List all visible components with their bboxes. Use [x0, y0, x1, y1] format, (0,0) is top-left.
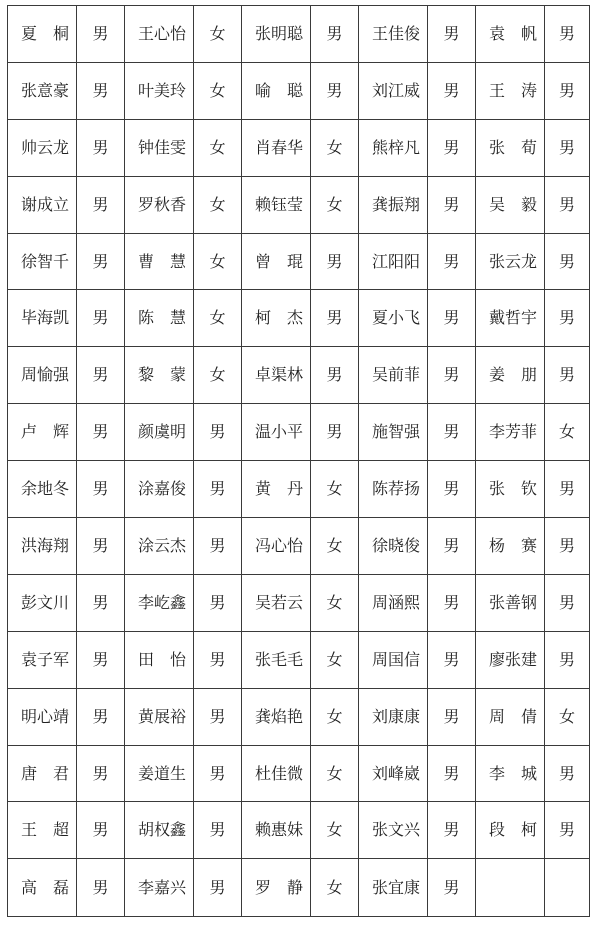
table-row — [8, 745, 590, 802]
student-gender-cell: 男 — [311, 6, 359, 63]
student-name-cell: 刘康康 — [359, 688, 428, 745]
student-name-cell: 徐智千 — [8, 233, 77, 290]
student-gender-cell: 男 — [194, 745, 242, 802]
student-name-cell: 罗秋香 — [125, 176, 194, 233]
student-name-cell: 张明聪 — [242, 6, 311, 63]
student-name-cell: 徐晓俊 — [359, 518, 428, 575]
student-name-cell: 谢成立 — [8, 176, 77, 233]
table-row — [8, 688, 590, 745]
student-gender-cell: 男 — [194, 404, 242, 461]
student-gender-cell: 男 — [77, 176, 125, 233]
student-name-cell: 姜 朋 — [476, 347, 545, 404]
student-name-cell: 江阳阳 — [359, 233, 428, 290]
student-name-cell: 毕海凯 — [8, 290, 77, 347]
student-gender-cell: 女 — [311, 688, 359, 745]
student-name-cell: 施智强 — [359, 404, 428, 461]
student-gender-cell: 男 — [545, 574, 590, 631]
student-name-cell: 张 钦 — [476, 461, 545, 518]
student-name-cell: 罗 静 — [242, 859, 311, 917]
student-name-cell: 高 磊 — [8, 859, 77, 917]
table-row — [8, 574, 590, 631]
student-name-cell: 涂嘉俊 — [125, 461, 194, 518]
student-name-cell: 王佳俊 — [359, 6, 428, 63]
student-name-cell: 赖钰莹 — [242, 176, 311, 233]
student-gender-cell: 男 — [428, 688, 476, 745]
student-gender-cell: 女 — [311, 518, 359, 575]
student-gender-cell: 男 — [428, 631, 476, 688]
student-gender-cell: 男 — [77, 119, 125, 176]
student-gender-cell: 女 — [194, 347, 242, 404]
student-name-cell: 袁子军 — [8, 631, 77, 688]
student-name-cell: 李芳菲 — [476, 404, 545, 461]
student-gender-cell: 女 — [311, 461, 359, 518]
student-name-cell: 杜佳微 — [242, 745, 311, 802]
student-gender-cell: 女 — [194, 176, 242, 233]
table-row — [8, 631, 590, 688]
student-gender-cell: 男 — [311, 233, 359, 290]
student-gender-cell: 男 — [194, 518, 242, 575]
student-gender-cell: 男 — [545, 62, 590, 119]
student-name-cell: 涂云杰 — [125, 518, 194, 575]
student-name-cell: 唐 君 — [8, 745, 77, 802]
student-gender-cell: 男 — [428, 574, 476, 631]
student-name-cell: 段 柯 — [476, 802, 545, 859]
student-name-cell: 袁 帆 — [476, 6, 545, 63]
student-name-cell: 张宜康 — [359, 859, 428, 917]
student-name-cell: 夏 桐 — [8, 6, 77, 63]
student-gender-cell: 男 — [545, 745, 590, 802]
student-gender-cell: 男 — [428, 233, 476, 290]
student-name-cell: 周涵熙 — [359, 574, 428, 631]
student-gender-cell: 男 — [77, 62, 125, 119]
table-row — [8, 176, 590, 233]
student-gender-cell: 男 — [428, 6, 476, 63]
student-name-cell: 胡权鑫 — [125, 802, 194, 859]
student-name-cell: 周愉强 — [8, 347, 77, 404]
student-name-cell: 颜虞明 — [125, 404, 194, 461]
student-gender-cell: 男 — [311, 347, 359, 404]
student-name-cell: 王心怡 — [125, 6, 194, 63]
student-name-cell: 张云龙 — [476, 233, 545, 290]
student-gender-cell: 女 — [311, 631, 359, 688]
student-gender-cell: 男 — [311, 404, 359, 461]
student-name-cell: 姜道生 — [125, 745, 194, 802]
student-gender-cell: 男 — [428, 119, 476, 176]
student-gender-cell: 男 — [428, 290, 476, 347]
table-row — [8, 347, 590, 404]
student-gender-cell: 男 — [77, 290, 125, 347]
student-gender-cell: 男 — [77, 688, 125, 745]
student-gender-cell: 男 — [428, 62, 476, 119]
student-gender-cell: 女 — [311, 574, 359, 631]
student-gender-cell: 女 — [194, 6, 242, 63]
student-name-cell: 熊梓凡 — [359, 119, 428, 176]
student-gender-cell: 男 — [77, 233, 125, 290]
student-gender-cell: 男 — [311, 62, 359, 119]
student-name-cell: 彭文川 — [8, 574, 77, 631]
student-gender-cell: 男 — [428, 518, 476, 575]
student-gender-cell: 男 — [545, 6, 590, 63]
student-gender-cell: 女 — [311, 802, 359, 859]
student-gender-cell: 女 — [545, 688, 590, 745]
student-gender-cell: 男 — [545, 518, 590, 575]
student-name-cell: 肖春华 — [242, 119, 311, 176]
student-gender-cell: 男 — [77, 6, 125, 63]
student-gender-cell: 男 — [194, 574, 242, 631]
student-name-cell: 张文兴 — [359, 802, 428, 859]
student-gender-cell: 女 — [194, 62, 242, 119]
student-name-cell: 李 城 — [476, 745, 545, 802]
student-gender-cell: 男 — [545, 347, 590, 404]
student-gender-cell: 男 — [545, 631, 590, 688]
student-name-cell: 卓渠林 — [242, 347, 311, 404]
student-name-cell: 吴 毅 — [476, 176, 545, 233]
student-gender-cell: 男 — [428, 404, 476, 461]
student-gender-cell: 男 — [194, 802, 242, 859]
student-gender-cell: 女 — [194, 119, 242, 176]
student-name-cell: 王 涛 — [476, 62, 545, 119]
student-gender-cell: 男 — [545, 290, 590, 347]
student-gender-cell: 男 — [428, 347, 476, 404]
student-name-cell: 曾 琨 — [242, 233, 311, 290]
student-name-cell: 龚振翔 — [359, 176, 428, 233]
student-gender-cell: 男 — [545, 119, 590, 176]
student-name-cell: 龚焰艳 — [242, 688, 311, 745]
student-name-cell: 吴若云 — [242, 574, 311, 631]
student-name-cell: 柯 杰 — [242, 290, 311, 347]
student-name-cell: 张善钢 — [476, 574, 545, 631]
student-gender-cell: 女 — [311, 119, 359, 176]
student-gender-cell: 女 — [194, 290, 242, 347]
student-gender-cell: 女 — [545, 404, 590, 461]
student-gender-cell: 男 — [428, 745, 476, 802]
student-gender-cell: 男 — [428, 176, 476, 233]
student-name-cell: 钟佳雯 — [125, 119, 194, 176]
student-name-cell: 卢 辉 — [8, 404, 77, 461]
student-name-cell: 李嘉兴 — [125, 859, 194, 917]
student-name-cell: 张 荀 — [476, 119, 545, 176]
student-name-cell: 周 倩 — [476, 688, 545, 745]
student-gender-cell: 男 — [77, 631, 125, 688]
table-row — [8, 119, 590, 176]
student-name-cell: 刘峰崴 — [359, 745, 428, 802]
student-name-cell: 夏小飞 — [359, 290, 428, 347]
student-gender-cell: 男 — [428, 859, 476, 917]
table-row — [8, 859, 590, 917]
student-name-cell: 明心靖 — [8, 688, 77, 745]
student-gender-cell: 男 — [77, 859, 125, 917]
student-gender-cell: 男 — [428, 802, 476, 859]
student-gender-cell: 男 — [77, 518, 125, 575]
student-name-cell: 田 怡 — [125, 631, 194, 688]
student-name-cell: 杨 赛 — [476, 518, 545, 575]
student-gender-cell: 男 — [77, 802, 125, 859]
student-name-cell: 洪海翔 — [8, 518, 77, 575]
student-gender-cell: 男 — [77, 574, 125, 631]
empty-cell — [545, 859, 590, 917]
student-gender-cell: 男 — [194, 631, 242, 688]
student-gender-cell: 男 — [545, 802, 590, 859]
student-gender-cell: 男 — [545, 176, 590, 233]
student-name-cell: 黎 蒙 — [125, 347, 194, 404]
student-gender-cell: 男 — [194, 461, 242, 518]
student-gender-cell: 男 — [428, 461, 476, 518]
student-gender-cell: 男 — [77, 745, 125, 802]
student-gender-cell: 男 — [194, 859, 242, 917]
student-name-cell: 吴前菲 — [359, 347, 428, 404]
student-name-cell: 张意豪 — [8, 62, 77, 119]
student-name-cell: 陈 慧 — [125, 290, 194, 347]
table-row — [8, 62, 590, 119]
student-name-cell: 黄 丹 — [242, 461, 311, 518]
student-name-cell: 叶美玲 — [125, 62, 194, 119]
table-row — [8, 233, 590, 290]
student-name-cell: 余地冬 — [8, 461, 77, 518]
table-row — [8, 290, 590, 347]
student-name-cell: 戴哲宇 — [476, 290, 545, 347]
student-name-cell: 张毛毛 — [242, 631, 311, 688]
student-name-cell: 廖张建 — [476, 631, 545, 688]
student-name-cell: 冯心怡 — [242, 518, 311, 575]
student-gender-cell: 女 — [194, 233, 242, 290]
student-name-cell: 帅云龙 — [8, 119, 77, 176]
student-name-cell: 温小平 — [242, 404, 311, 461]
student-gender-cell: 男 — [77, 461, 125, 518]
student-gender-cell: 男 — [194, 688, 242, 745]
student-gender-cell: 男 — [311, 290, 359, 347]
student-gender-cell: 男 — [545, 461, 590, 518]
table-row — [8, 802, 590, 859]
student-gender-cell: 男 — [77, 347, 125, 404]
student-gender-cell: 女 — [311, 176, 359, 233]
student-gender-cell: 男 — [77, 404, 125, 461]
student-roster-table — [7, 5, 590, 917]
student-name-cell: 李屹鑫 — [125, 574, 194, 631]
student-gender-cell: 女 — [311, 745, 359, 802]
student-name-cell: 刘江威 — [359, 62, 428, 119]
table-row — [8, 6, 590, 63]
student-name-cell: 陈荐扬 — [359, 461, 428, 518]
student-name-cell: 喻 聪 — [242, 62, 311, 119]
empty-cell — [476, 859, 545, 917]
table-row — [8, 404, 590, 461]
student-name-cell: 黄展裕 — [125, 688, 194, 745]
student-name-cell: 王 超 — [8, 802, 77, 859]
roster-body — [8, 6, 590, 917]
student-name-cell: 周国信 — [359, 631, 428, 688]
student-gender-cell: 男 — [545, 233, 590, 290]
student-name-cell: 曹 慧 — [125, 233, 194, 290]
student-name-cell: 赖惠妹 — [242, 802, 311, 859]
table-row — [8, 461, 590, 518]
student-gender-cell: 女 — [311, 859, 359, 917]
table-row — [8, 518, 590, 575]
